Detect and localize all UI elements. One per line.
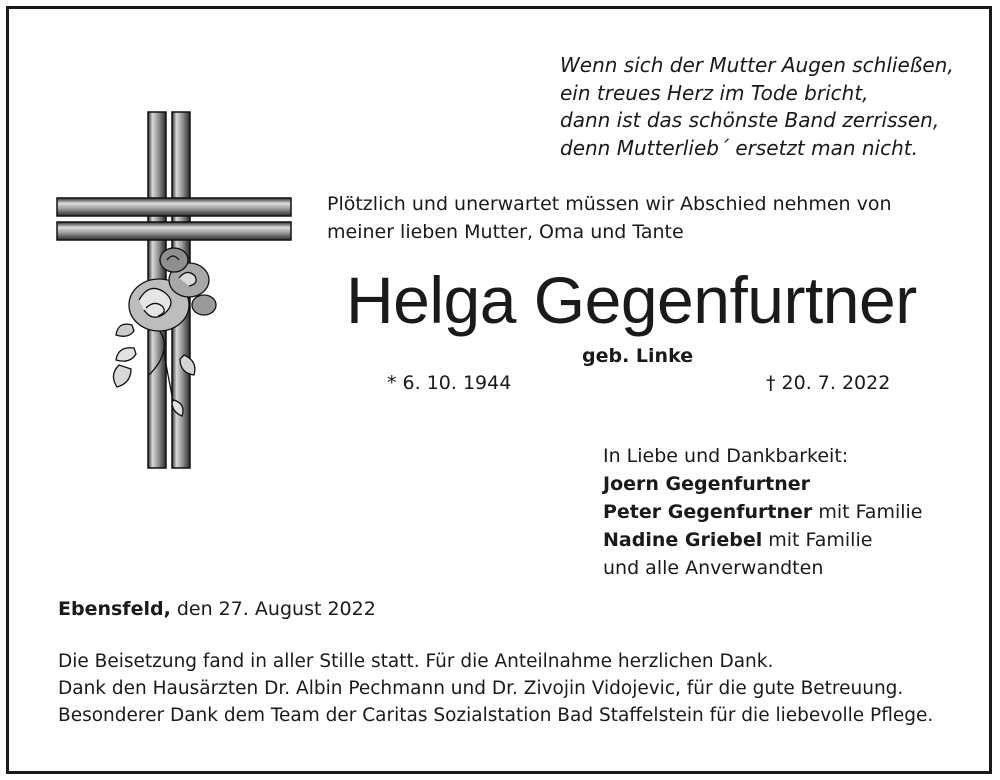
mourner-name: Joern Gegenfurtner <box>603 473 811 495</box>
footer-line: Die Beisetzung fand in aller Stille statt. Für die Anteilnahme herzlichen Dank. <box>58 651 774 672</box>
footer-line: Dank den Hausärzten Dr. Albin Pechmann und Dr. Zivojin Vidojevic, für die gute Betreuung. <box>58 678 904 699</box>
poem <box>560 52 954 162</box>
mourner-line <box>603 498 922 526</box>
footer-text <box>58 648 933 729</box>
mourner-name: Nadine Griebel <box>603 529 763 551</box>
mourner-suffix: mit Familie <box>812 501 923 523</box>
born-name: geb. Linke <box>582 345 694 367</box>
birth-date: * 6. 10. 1944 <box>387 372 512 394</box>
mourners-heading: In Liebe und Dankbarkeit: <box>603 445 849 467</box>
death-date: † 20. 7. 2022 <box>766 372 891 394</box>
place-date <box>58 598 376 620</box>
cross-with-roses-icon <box>54 110 294 475</box>
poem-line: dann ist das schönste Band zerrissen, <box>560 108 940 132</box>
deceased-name: Helga Gegenfurtner <box>346 263 917 337</box>
poem-line: denn Mutterlieb´ ersetzt man nicht. <box>560 135 918 160</box>
footer-line: Besonderer Dank dem Team der Caritas Sozialstation Bad Staffelstein für die liebevolle Pflege. <box>58 705 934 726</box>
poem-line: Wenn sich der Mutter Augen schließen, <box>560 53 954 77</box>
place: Ebensfeld, <box>58 598 171 620</box>
intro-line: meiner lieben Mutter, Oma und Tante <box>327 221 684 243</box>
mourner-line <box>603 470 922 498</box>
mourner-suffix: mit Familie <box>762 529 873 551</box>
intro-line: Plötzlich und unerwartet müssen wir Abschied nehmen von <box>327 193 892 215</box>
intro-text <box>327 190 892 246</box>
mourner-name: Peter Gegenfurtner <box>603 501 813 523</box>
mourners-block <box>603 442 922 582</box>
poem-line: ein treues Herz im Tode bricht, <box>560 80 869 105</box>
mourners-closing: und alle Anverwandten <box>603 557 824 579</box>
date: den 27. August 2022 <box>170 598 376 620</box>
mourner-line <box>603 526 922 554</box>
